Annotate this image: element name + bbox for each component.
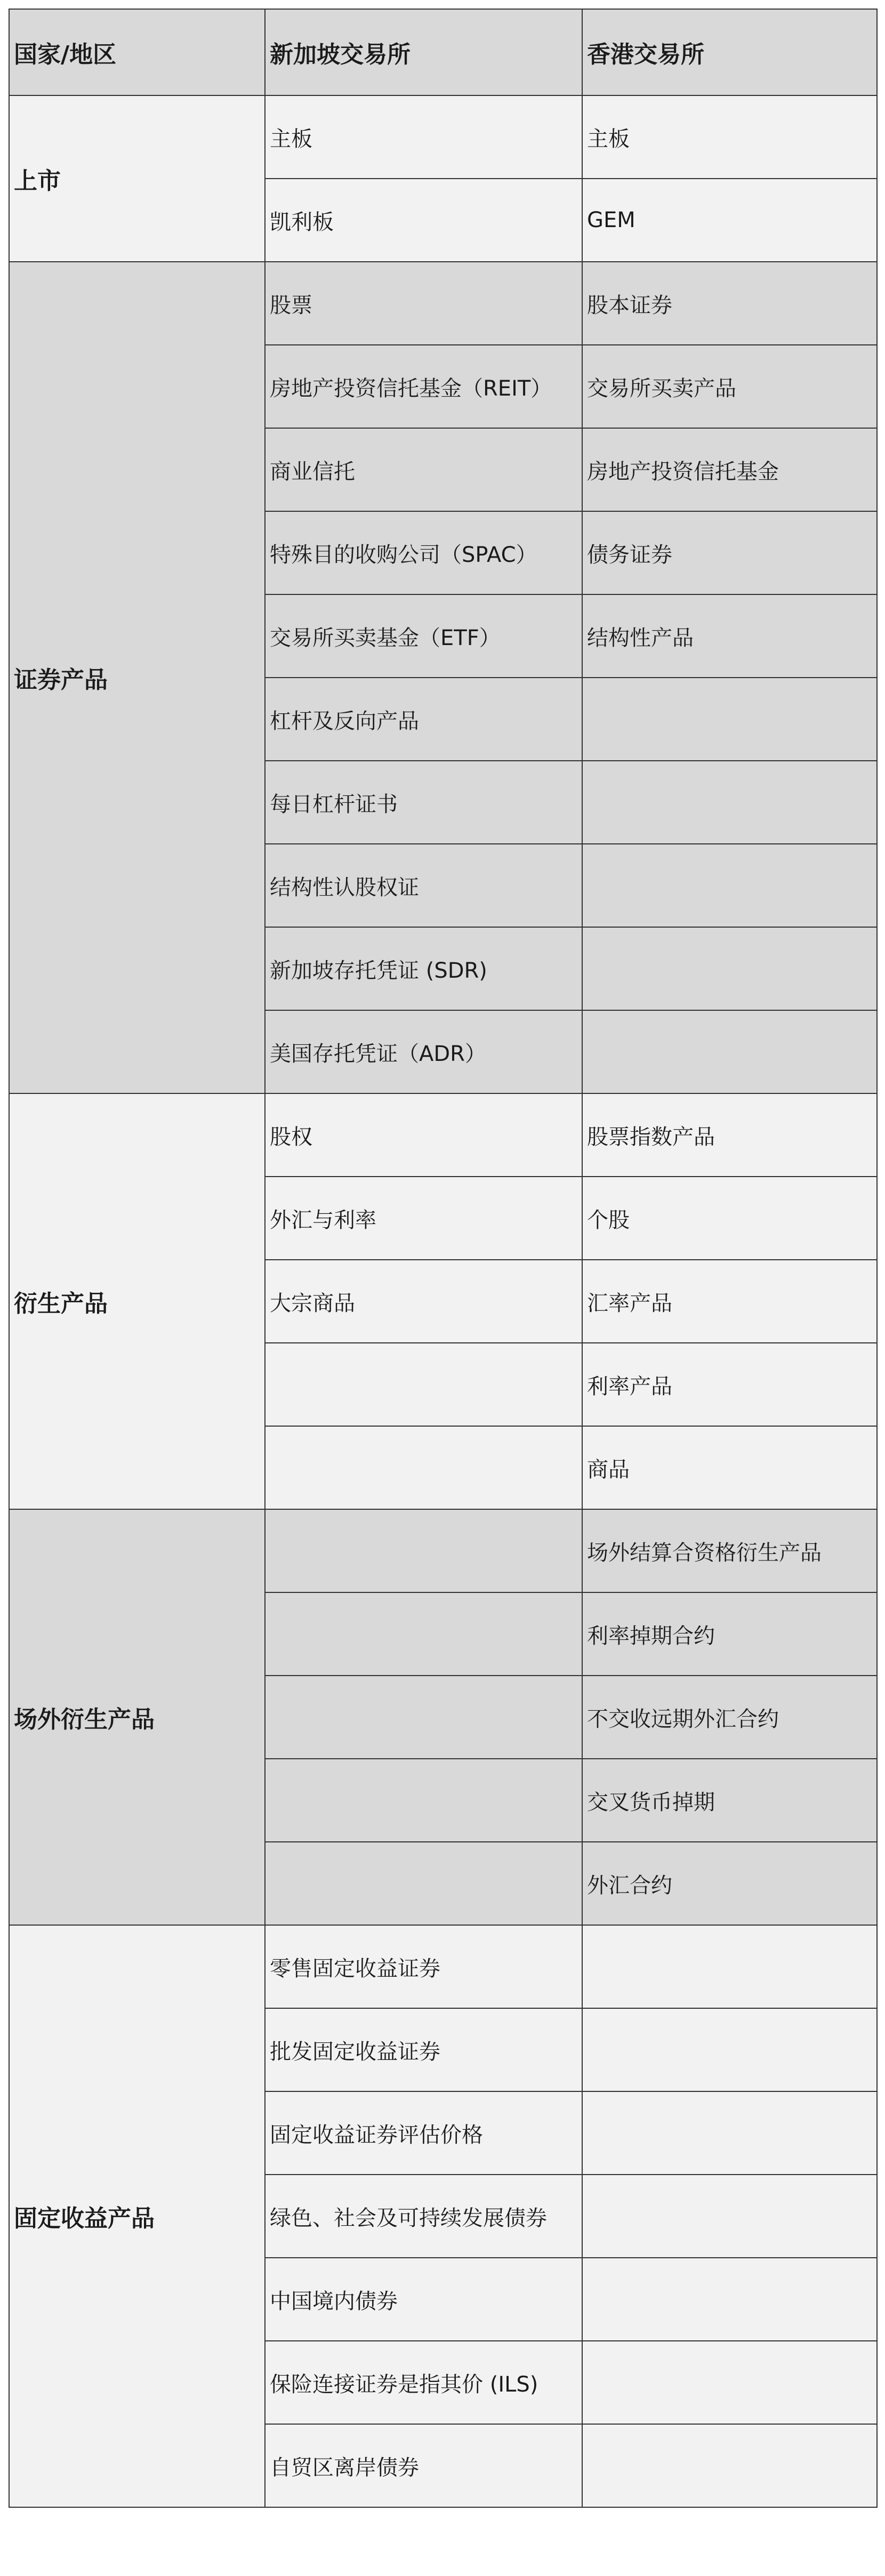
table-row [9,95,877,179]
hkex-cell: 外汇合约 [582,1842,877,1925]
hkex-cell: 利率产品 [582,1343,877,1426]
hkex-cell: 房地产投资信托基金 [582,428,877,511]
hkex-cell: 股票指数产品 [582,1093,877,1177]
hkex-cell: 场外结算合资格衍生产品 [582,1509,877,1592]
category-label: 上市 [9,95,265,262]
sgx-cell: 美国存托凭证（ADR） [265,1010,582,1093]
hkex-cell [582,2091,877,2175]
sgx-cell: 股票 [265,262,582,345]
sgx-cell [265,1426,582,1509]
hkex-cell [582,2008,877,2091]
header-hkex: 香港交易所 [582,9,877,95]
hkex-cell [582,844,877,927]
sgx-cell: 保险连接证券是指其价 (ILS) [265,2341,582,2424]
sgx-cell: 股权 [265,1093,582,1177]
hkex-cell: 结构性产品 [582,594,877,678]
hkex-cell: 商品 [582,1426,877,1509]
sgx-cell: 绿色、社会及可持续发展债券 [265,2175,582,2258]
sgx-cell: 特殊目的收购公司（SPAC） [265,511,582,594]
sgx-cell: 商业信托 [265,428,582,511]
hkex-cell [582,1010,877,1093]
sgx-cell: 主板 [265,95,582,179]
sgx-cell [265,1592,582,1676]
hkex-cell: 个股 [582,1177,877,1260]
sgx-cell: 外汇与利率 [265,1177,582,1260]
sgx-cell: 零售固定收益证券 [265,1925,582,2008]
hkex-cell [582,2424,877,2507]
category-label: 衍生产品 [9,1093,265,1509]
hkex-cell: 交易所买卖产品 [582,345,877,428]
hkex-cell: 利率掉期合约 [582,1592,877,1676]
category-label: 固定收益产品 [9,1925,265,2507]
hkex-cell [582,2341,877,2424]
sgx-cell [265,1343,582,1426]
hkex-cell: 债务证券 [582,511,877,594]
sgx-cell: 杠杆及反向产品 [265,678,582,761]
header-sgx: 新加坡交易所 [265,9,582,95]
header-row [9,9,877,95]
sgx-cell: 中国境内债券 [265,2258,582,2341]
hkex-cell [582,2258,877,2341]
table-row [9,262,877,345]
sgx-cell: 结构性认股权证 [265,844,582,927]
sgx-cell [265,1676,582,1759]
sgx-cell: 凯利板 [265,179,582,262]
comparison-table-container [9,9,878,2508]
table-row [9,1509,877,1592]
category-label: 证券产品 [9,262,265,1093]
sgx-cell: 新加坡存托凭证 (SDR) [265,927,582,1010]
sgx-cell [265,1759,582,1842]
table-row [9,1093,877,1177]
sgx-cell [265,1842,582,1925]
hkex-cell: 交叉货币掉期 [582,1759,877,1842]
sgx-cell: 固定收益证券评估价格 [265,2091,582,2175]
hkex-cell [582,678,877,761]
sgx-cell: 大宗商品 [265,1260,582,1343]
sgx-cell [265,1509,582,1592]
sgx-cell: 每日杠杆证书 [265,761,582,844]
sgx-cell: 批发固定收益证券 [265,2008,582,2091]
hkex-cell: 股本证券 [582,262,877,345]
table-row [9,1925,877,2008]
hkex-cell: 汇率产品 [582,1260,877,1343]
hkex-cell [582,761,877,844]
hkex-cell [582,1925,877,2008]
hkex-cell: GEM [582,179,877,262]
hkex-cell: 主板 [582,95,877,179]
sgx-cell: 自贸区离岸债券 [265,2424,582,2507]
header-country-region: 国家/地区 [9,9,265,95]
hkex-cell [582,2175,877,2258]
exchange-comparison-table [9,9,878,2508]
sgx-cell: 房地产投资信托基金（REIT） [265,345,582,428]
hkex-cell: 不交收远期外汇合约 [582,1676,877,1759]
category-label: 场外衍生产品 [9,1509,265,1925]
sgx-cell: 交易所买卖基金（ETF） [265,594,582,678]
hkex-cell [582,927,877,1010]
